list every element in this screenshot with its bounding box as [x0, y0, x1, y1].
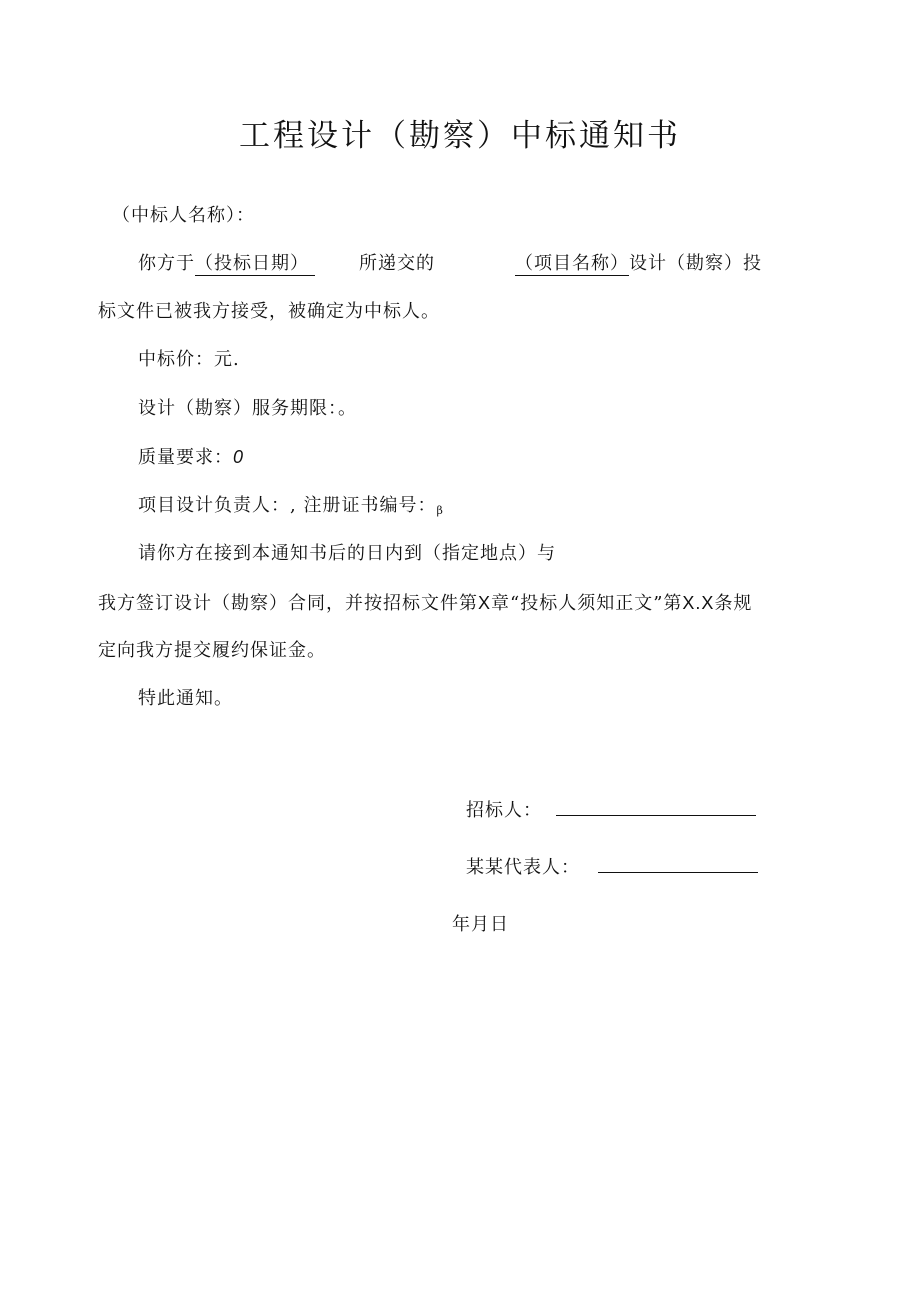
bid-suffix: 设计（勘察）投 [629, 253, 762, 274]
representative-signature-blank [598, 856, 758, 873]
date-line: 年月日 [452, 914, 509, 935]
quality-label: 质量要求： [138, 447, 233, 468]
service-period-line: 设计（勘察）服务期限：。 [138, 398, 357, 419]
responsible-line [138, 493, 444, 524]
representative-label: 某某代表人： [466, 857, 580, 878]
bid-paragraph-line-2: 标文件已被我方接受，被确定为中标人。 [98, 301, 440, 322]
bid-prefix: 你方于 [138, 253, 195, 274]
contract-text-b: 章“投标人须知正文”第 [491, 593, 683, 614]
bid-mid-text: 所递交的 [359, 253, 435, 274]
quality-value: 0 [233, 447, 245, 467]
clause-number: X.X [682, 593, 715, 613]
representative-line [466, 855, 758, 881]
contract-text-c: 条规 [714, 593, 753, 614]
responsible-text: 项目设计负责人：, 注册证书编号： [138, 495, 437, 516]
contract-paragraph-line-3: 定向我方提交履约保证金。 [98, 640, 326, 661]
tenderer-line [466, 798, 756, 824]
bid-paragraph-line-1 [138, 251, 762, 277]
recipient-line: （中标人名称）： [112, 205, 255, 226]
responsible-mark: β [436, 504, 444, 517]
contract-paragraph-line-2 [98, 590, 752, 617]
contract-paragraph-line-1: 请你方在接到本通知书后的日内到（指定地点）与 [138, 543, 556, 564]
project-name-field: （项目名称） [515, 253, 629, 274]
quality-line [138, 444, 244, 471]
bid-date-field: （投标日期） [195, 253, 315, 276]
tenderer-label: 招标人： [466, 800, 542, 821]
chapter-number: X [478, 593, 492, 613]
closing-line: 特此通知。 [138, 688, 233, 709]
document-title: 工程设计（勘察）中标通知书 [239, 118, 681, 154]
contract-text-a: 我方签订设计（勘察）合同，并按招标文件第 [98, 593, 478, 614]
bid-price-line: 中标价：元. [138, 349, 240, 370]
tenderer-signature-blank [556, 799, 756, 816]
